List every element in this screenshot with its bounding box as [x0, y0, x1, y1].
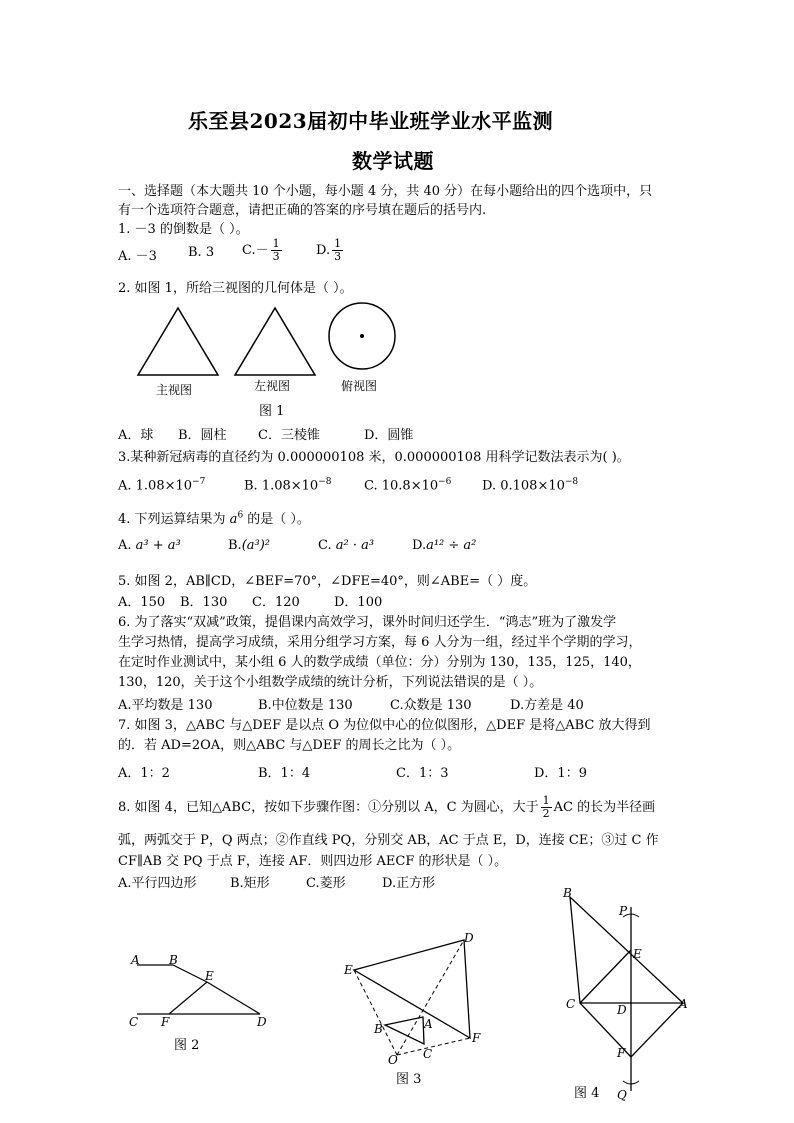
- q6-line2: 生学习热情，提高学习成绩，采用分组学习方案，每 6 人分为一组，经过半个学期的学习，: [118, 635, 642, 650]
- q2-option-a: A．球: [118, 428, 154, 443]
- figure-2-caption: 图 2: [174, 1038, 200, 1053]
- q8-option-c: C.菱形: [306, 876, 346, 891]
- q4-option-c: C. a² · a³: [318, 538, 375, 553]
- fig3-label-d: D: [464, 931, 474, 945]
- q8-line1: 8. 如图 4，已知△ABC，按如下步骤作图：①分别以 A，C 为圆心，大于 $\frac{1}{2}$ AC 的长为半径画: [118, 794, 656, 820]
- section-instructions-line2: 有一个选项符合题意，请把正确的答案的序号填在题后的括号内.: [118, 203, 487, 218]
- q2-option-b: B．圆柱: [178, 428, 227, 443]
- top-view-label: 俯视图: [341, 379, 378, 393]
- figure-4: [555, 885, 695, 1105]
- q6-option-a: A.平均数是 130: [118, 698, 213, 713]
- q8-line2: 弧，两弧交于 P，Q 两点；②作直线 PQ，分别交 AB，AC 于点 E，D，连接 CE；③过 C 作: [118, 833, 659, 848]
- q7-option-c: C．1：3: [396, 766, 449, 781]
- q3-stem: 3.某种新冠病毒的直径约为 0.000000108 米，0.000000108 用科学记数法表示为( )。: [118, 450, 630, 465]
- fig4-label-c: C: [566, 997, 576, 1011]
- fig3-label-o: O: [388, 1053, 398, 1067]
- q2-stem: 2. 如图 1，所给三视图的几何体是（ ）。: [118, 281, 353, 296]
- fig3-label-e: E: [344, 963, 353, 977]
- q8-option-a: A.平行四边形: [118, 876, 197, 891]
- front-view-triangle: [138, 308, 218, 375]
- q4-option-b: B.(a³)²: [228, 538, 271, 553]
- fig3-label-a: A: [424, 1017, 433, 1031]
- q1-option-d: D. $\frac{1}{3}$: [316, 237, 342, 263]
- q2-option-d: D．圆锥: [364, 428, 414, 443]
- q3-option-c: C. $10.8\times 10^{-6}$: [364, 477, 452, 494]
- fig4-label-b: B: [563, 886, 572, 900]
- q1-option-b: B. 3: [188, 245, 215, 260]
- q3-option-b: B. $1.08\times 10^{-8}$: [244, 477, 332, 494]
- q5-option-b: B．130: [180, 595, 228, 610]
- figure-4-caption: 图 4: [574, 1086, 600, 1101]
- q7-option-d: D．1：9: [534, 766, 587, 781]
- top-view-center-dot: [360, 334, 364, 338]
- fig4-label-p: P: [619, 904, 628, 918]
- q5-stem: 5. 如图 2，AB∥CD，∠BEF=70°，∠DFE=40°，则∠ABE=（ ）度。: [118, 574, 537, 589]
- q5-option-a: A．150: [118, 595, 166, 610]
- front-view-label: 主视图: [156, 383, 193, 397]
- figure-3: [340, 930, 490, 1070]
- q6-option-c: C.众数是 130: [390, 698, 472, 713]
- q6-option-b: B.中位数是 130: [258, 698, 353, 713]
- q3-option-d: D. $0.108\times 10^{-8}$: [482, 477, 579, 494]
- fig2-label-e: E: [205, 969, 214, 983]
- fig4-label-d: D: [617, 1003, 627, 1017]
- q6-line3: 在定时作业测试中，某小组 6 人的数学成绩（单位：分）分别为 130，135，125，140，: [118, 655, 641, 670]
- q7-line1: 7. 如图 3，△ABC 与△DEF 是以点 O 为位似中心的位似图形，△DEF 是将△ABC 放大得到: [118, 718, 651, 733]
- q8-option-b: B.矩形: [230, 876, 270, 891]
- side-view-triangle: [235, 308, 315, 375]
- q3-option-a: A. $1.08\times 10^{-7}$: [118, 477, 206, 494]
- fig4-label-e: E: [633, 947, 642, 961]
- fig2-label-a: A: [131, 953, 140, 967]
- section-instructions-line1: 一、选择题（本大题共 10 个小题，每小题 4 分，共 40 分）在每小题给出的四个选项中，只: [118, 184, 653, 199]
- fig2-label-f: F: [161, 1015, 170, 1029]
- exam-subtitle: 数学试题: [352, 149, 434, 173]
- fig2-label-d: D: [257, 1015, 267, 1029]
- exam-title: 乐至县2023届初中毕业班学业水平监测: [188, 109, 554, 133]
- q5-option-c: C．120: [252, 595, 300, 610]
- q4-option-a: A. a³ + a³: [118, 538, 181, 553]
- fig4-label-f: F: [617, 1046, 626, 1060]
- q8-line3: CF∥AB 交 PQ 于点 F，连接 AF．则四边形 AECF 的形状是（ ）。: [118, 854, 508, 869]
- q1-option-c: C.－ $\frac{1}{3}$: [242, 237, 280, 263]
- q1-option-a: A. －3: [118, 249, 157, 264]
- q5-option-d: D．100: [334, 595, 383, 610]
- q7-option-b: B．1：4: [258, 766, 311, 781]
- figure-2: [125, 950, 275, 1035]
- q4-option-d: D.a¹² ÷ a²: [412, 538, 477, 553]
- q7-option-a: A．1：2: [118, 766, 170, 781]
- q8-option-d: D.正方形: [382, 876, 436, 891]
- q4-stem: 4. 下列运算结果为 $a^6$ 的是（ ）。: [118, 510, 310, 527]
- q6-option-d: D.方差是 40: [510, 698, 584, 713]
- figure-3-caption: 图 3: [396, 1072, 422, 1087]
- q7-line2: 的．若 AD=2OA，则△ABC 与△DEF 的周长之比为（ ）。: [118, 738, 461, 753]
- fig2-label-b: B: [169, 953, 178, 967]
- fig2-label-c: C: [129, 1015, 139, 1029]
- q1-stem: 1. －3 的倒数是（ ）。: [118, 222, 249, 237]
- q2-option-c: C．三棱锥: [258, 428, 320, 443]
- fig3-label-f: F: [472, 1031, 481, 1045]
- figure-1-caption: 图 1: [259, 404, 285, 419]
- fig3-label-c: C: [423, 1047, 433, 1061]
- q6-line1: 6. 为了落实“双减”政策，提倡课内高效学习，课外时间归还学生．“鸿志”班为了激发学: [118, 615, 617, 630]
- fig3-label-b: B: [374, 1022, 383, 1036]
- side-view-label: 左视图: [254, 379, 291, 393]
- q6-line4: 130，120，关于这个小组数学成绩的统计分析，下列说法错误的是（ ）。: [118, 675, 543, 690]
- fig4-label-a: A: [679, 997, 688, 1011]
- fig4-label-q: Q: [617, 1088, 627, 1102]
